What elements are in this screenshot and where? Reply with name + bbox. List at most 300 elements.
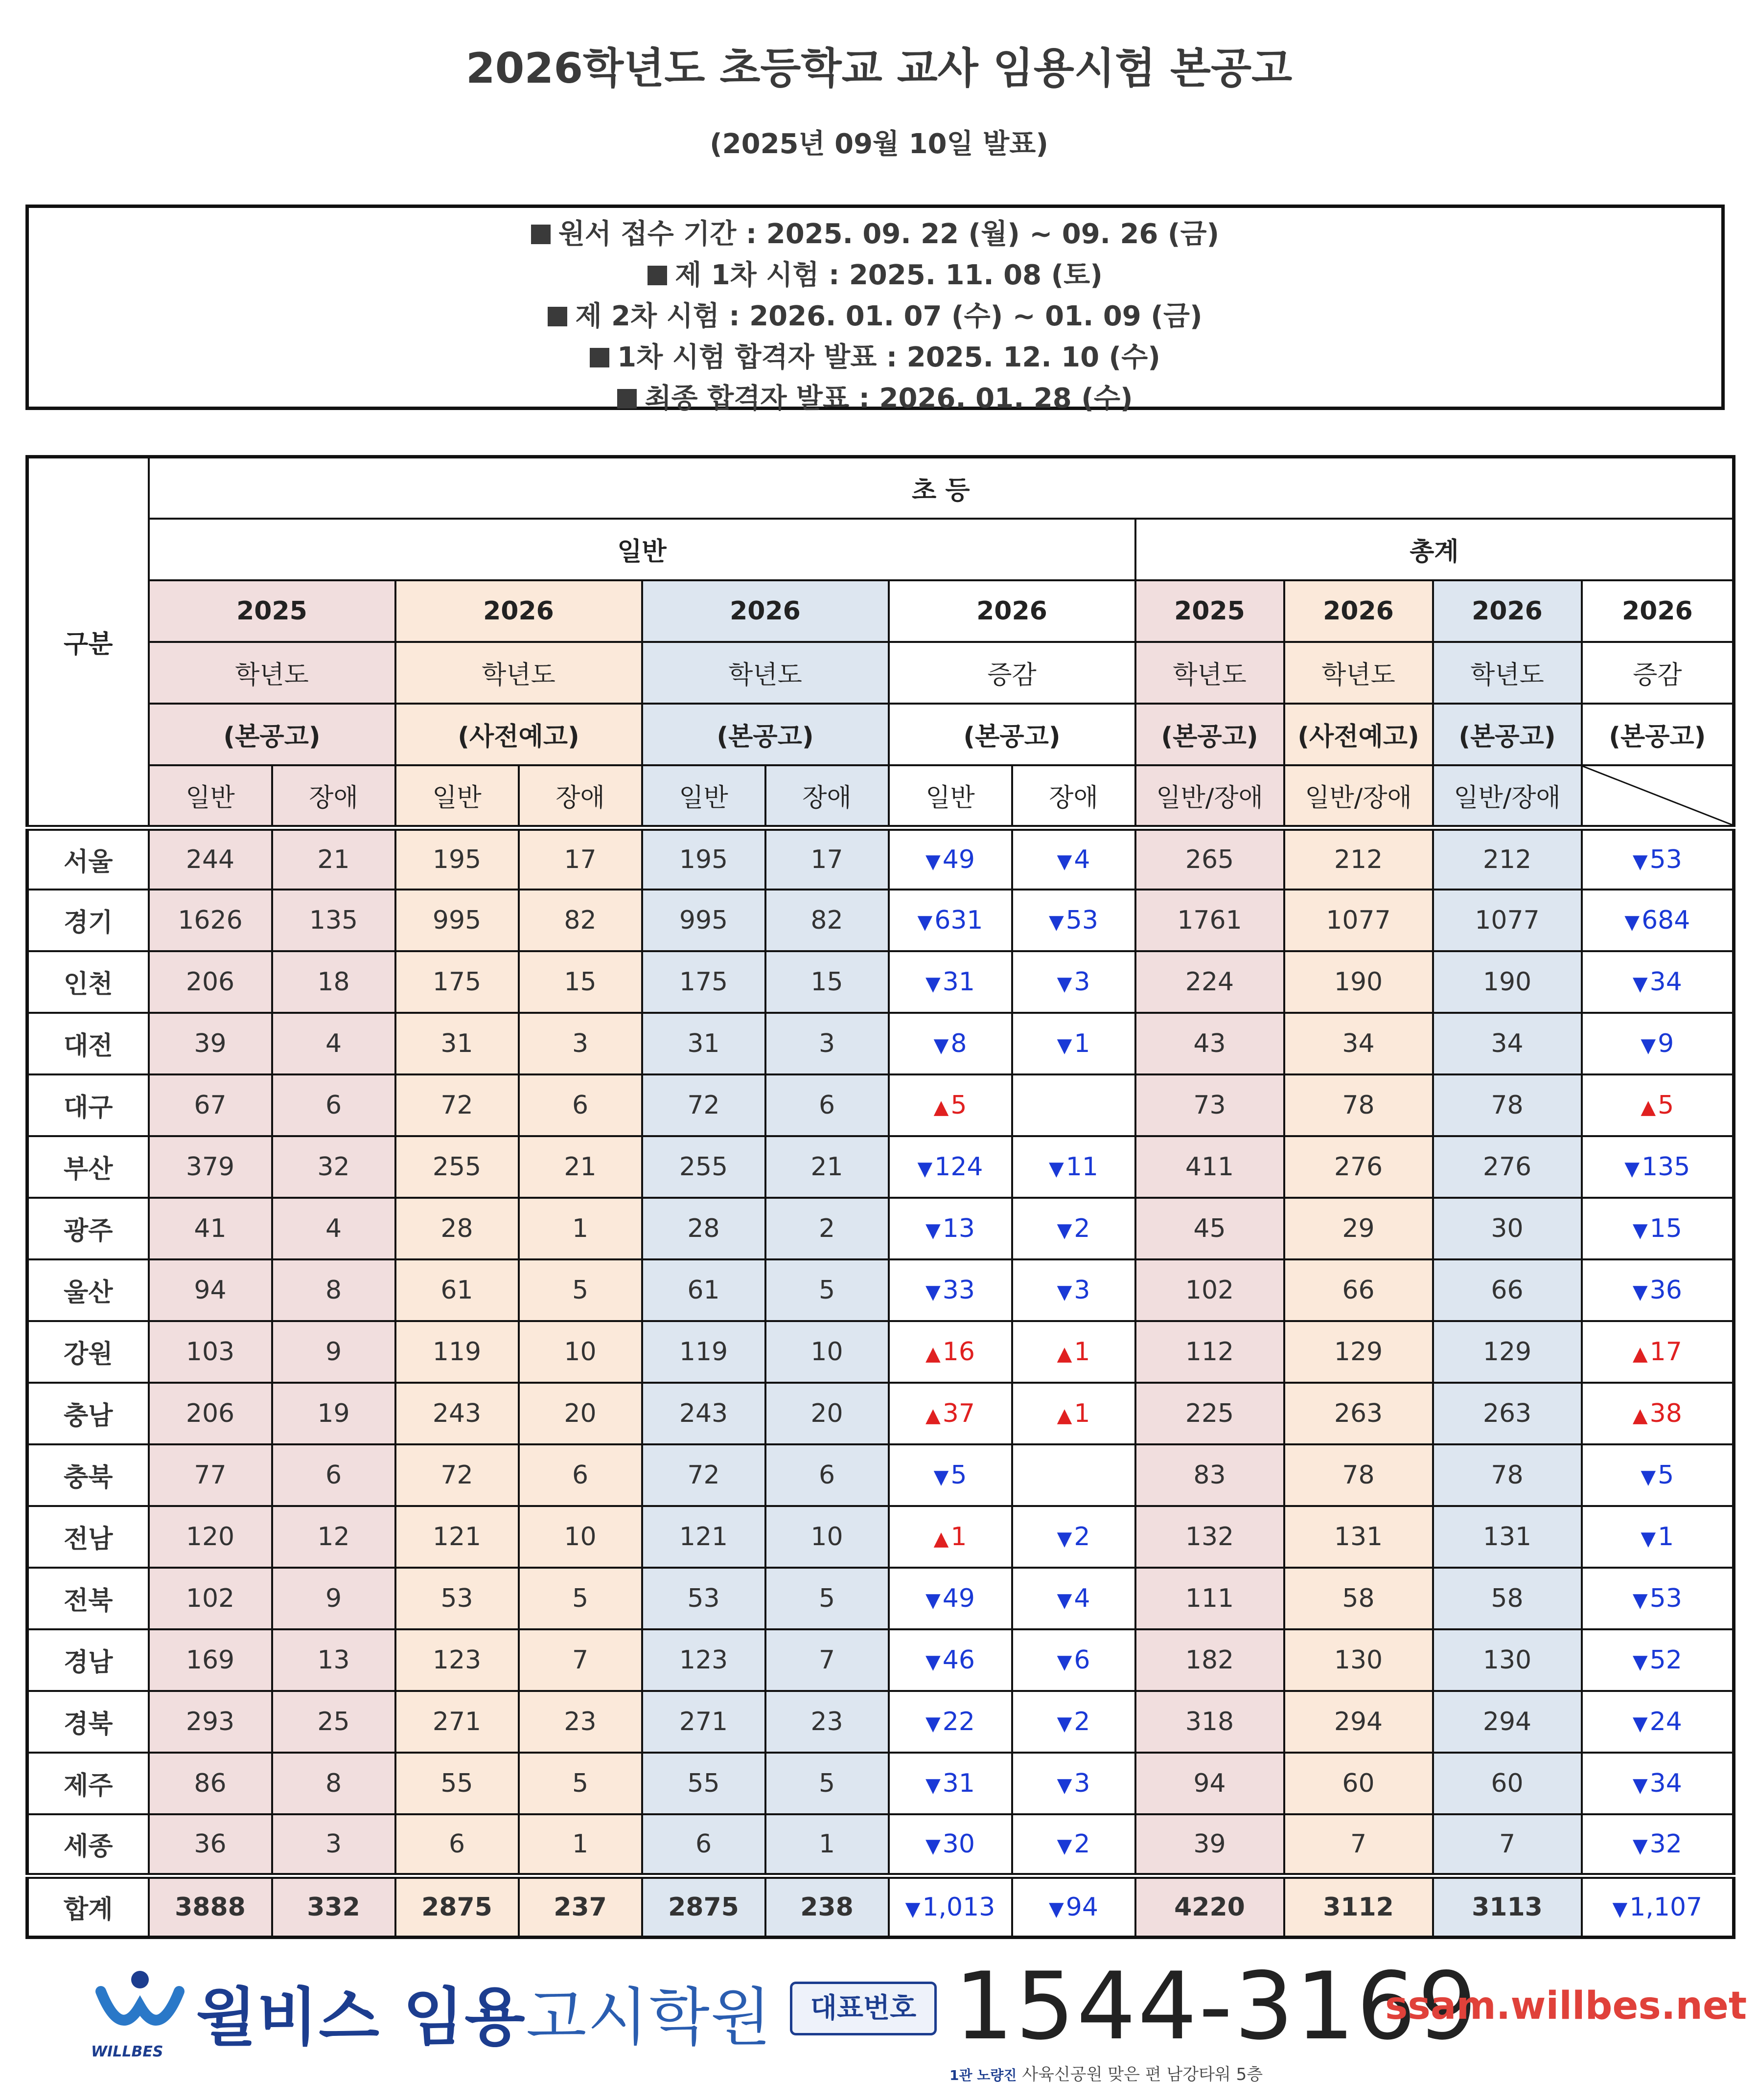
cell-total-change	[1582, 1259, 1734, 1321]
cell-change-disabled	[1012, 951, 1135, 1013]
cell-total-2026-main: 212	[1433, 828, 1582, 890]
decrease-arrow-icon: ▼	[925, 1774, 941, 1797]
cell-2025-disabled: 21	[272, 828, 395, 890]
cell-change-disabled	[1012, 1506, 1135, 1568]
decrease-arrow-icon: ▼	[1641, 1465, 1656, 1488]
table-row	[27, 1259, 1734, 1321]
cell-change-general	[889, 951, 1012, 1013]
schedule-line: 1차 시험 합격자 발표 : 2025. 12. 10 (수)	[29, 337, 1721, 378]
diagonal-empty-cell	[1582, 765, 1734, 828]
decrease-arrow-icon: ▼	[1632, 1589, 1648, 1612]
decrease-arrow-icon: ▼	[1641, 1527, 1656, 1550]
cell-2026-main-general: 123	[642, 1629, 765, 1691]
address: 1관 노량진 사육신공원 맞은 편 남강타워 5층	[949, 2065, 1263, 2084]
sub-header-disabled: 장애	[519, 765, 642, 828]
cell-total-2025: 224	[1135, 951, 1284, 1013]
decrease-arrow-icon: ▼	[1057, 1219, 1072, 1242]
cell-change-disabled	[1012, 1321, 1135, 1383]
change-value: 684	[1642, 905, 1690, 935]
cell-total-2026-main: 58	[1433, 1568, 1582, 1629]
cell-total-2026-pre: 78	[1284, 1074, 1433, 1136]
col-kind: (본공고)	[149, 704, 395, 765]
cell-change-disabled	[1012, 1629, 1135, 1691]
cell-total-2025: 102	[1135, 1259, 1284, 1321]
decrease-arrow-icon: ▼	[1057, 1280, 1072, 1303]
cell-total-2025: 39	[1135, 1814, 1284, 1876]
sub-header-combined: 일반/장애	[1284, 765, 1433, 828]
cell-2026-main-general: 72	[642, 1074, 765, 1136]
cell-total-2026-main: 1077	[1433, 890, 1582, 951]
col-year: 2026	[1433, 580, 1582, 642]
change-value: 36	[1649, 1275, 1682, 1305]
region-cell: 전북	[27, 1568, 149, 1629]
cell-change-disabled	[1012, 1013, 1135, 1074]
cell-total-2026-pre: 66	[1284, 1259, 1433, 1321]
cell-total-2026-main: 276	[1433, 1136, 1582, 1198]
change-value: 3	[1074, 1275, 1090, 1305]
cell-2026-main-general: 53	[642, 1568, 765, 1629]
sub-header-disabled: 장애	[272, 765, 395, 828]
cell-2026-main-disabled: 5	[765, 1259, 889, 1321]
cell-2025-disabled: 9	[272, 1568, 395, 1629]
cell-2026-pre-general: 243	[395, 1383, 519, 1444]
cell-change-general	[889, 828, 1012, 890]
cell-2026-pre-disabled: 6	[519, 1074, 642, 1136]
region-cell: 부산	[27, 1136, 149, 1198]
cell-total-2026-main: 131	[1433, 1506, 1582, 1568]
decrease-arrow-icon: ▼	[1632, 1774, 1648, 1797]
change-value: 3	[1074, 967, 1090, 997]
cell-2026-main-general: 195	[642, 828, 765, 890]
square-bullet-icon	[531, 225, 551, 244]
cell-total-2025: 94	[1135, 1753, 1284, 1814]
cell-total-2026-main: 294	[1433, 1691, 1582, 1753]
change-value: 1,107	[1629, 1892, 1703, 1922]
cell-2025-disabled: 8	[272, 1753, 395, 1814]
col-year: 2026	[642, 580, 889, 642]
cell-change-disabled	[1012, 1136, 1135, 1198]
cell-2026-pre-disabled: 3	[519, 1013, 642, 1074]
logo-text: 윌비스 임용고시학원	[196, 1981, 772, 2054]
change-value: 31	[942, 967, 975, 997]
cell-2025-general: 39	[149, 1013, 272, 1074]
sub-header-combined: 일반/장애	[1433, 765, 1582, 828]
col-year: 2026	[395, 580, 642, 642]
increase-arrow-icon: ▲	[925, 1342, 941, 1365]
cell-2026-pre-general: 271	[395, 1691, 519, 1753]
col-kind: (본공고)	[1135, 704, 1284, 765]
table-row	[27, 1814, 1734, 1876]
cell-2026-pre-disabled: 5	[519, 1259, 642, 1321]
cell-total-change	[1582, 1506, 1734, 1568]
cell-2025-general: 77	[149, 1444, 272, 1506]
page-subtitle: (2025년 09월 10일 발표)	[710, 128, 1048, 160]
schedule-line: 원서 접수 기간 : 2025. 09. 22 (월) ~ 09. 26 (금)	[29, 214, 1721, 255]
decrease-arrow-icon: ▼	[933, 1465, 949, 1488]
recruitment-table	[25, 455, 1735, 1939]
decrease-arrow-icon: ▼	[925, 1219, 941, 1242]
decrease-arrow-icon: ▼	[1612, 1897, 1628, 1920]
change-value: 52	[1649, 1645, 1682, 1675]
region-cell: 대구	[27, 1074, 149, 1136]
cell-2026-pre-general: 255	[395, 1136, 519, 1198]
change-value: 1,013	[922, 1892, 995, 1922]
cell-2026-pre-general: 61	[395, 1259, 519, 1321]
change-value: 631	[934, 905, 983, 935]
cell-2026-main-general: 2875	[642, 1876, 765, 1938]
cell-total-2025: 132	[1135, 1506, 1284, 1568]
change-value: 5	[950, 1460, 967, 1490]
cell-change-disabled	[1012, 1568, 1135, 1629]
cell-2025-general: 86	[149, 1753, 272, 1814]
cell-total-2025: 83	[1135, 1444, 1284, 1506]
change-value: 13	[942, 1213, 975, 1243]
cell-total-2025: 225	[1135, 1383, 1284, 1444]
cell-total-2026-main: 129	[1433, 1321, 1582, 1383]
cell-2026-main-disabled: 20	[765, 1383, 889, 1444]
decrease-arrow-icon: ▼	[1057, 1650, 1072, 1673]
decrease-arrow-icon: ▼	[925, 1712, 941, 1735]
decrease-arrow-icon: ▼	[1641, 1034, 1656, 1057]
cell-total-2026-pre: 7	[1284, 1814, 1433, 1876]
cell-total-2026-pre: 130	[1284, 1629, 1433, 1691]
decrease-arrow-icon: ▼	[1632, 1834, 1648, 1857]
change-value: 2	[1074, 1213, 1090, 1243]
cell-2026-pre-disabled: 5	[519, 1568, 642, 1629]
cell-2025-general: 379	[149, 1136, 272, 1198]
change-value: 46	[942, 1645, 975, 1675]
cell-total-2026-pre: 129	[1284, 1321, 1433, 1383]
table-row	[27, 1013, 1734, 1074]
cell-total-2025: 411	[1135, 1136, 1284, 1198]
cell-total-2026-main: 263	[1433, 1383, 1582, 1444]
cell-2025-disabled: 9	[272, 1321, 395, 1383]
cell-total-2026-main: 130	[1433, 1629, 1582, 1691]
change-value: 34	[1649, 967, 1682, 997]
decrease-arrow-icon: ▼	[1632, 1219, 1648, 1242]
sub-header-disabled: 장애	[765, 765, 889, 828]
sub-header-general: 일반	[889, 765, 1012, 828]
change-value: 94	[1065, 1892, 1098, 1922]
cell-change-general	[889, 890, 1012, 951]
col-year: 2026	[1284, 580, 1433, 642]
cell-change-general	[889, 1383, 1012, 1444]
increase-arrow-icon: ▲	[933, 1096, 949, 1118]
cell-2025-disabled: 135	[272, 890, 395, 951]
region-cell: 울산	[27, 1259, 149, 1321]
cell-total-2026-main: 34	[1433, 1013, 1582, 1074]
change-value: 1	[1074, 1398, 1090, 1428]
cell-total-2026-pre: 131	[1284, 1506, 1433, 1568]
decrease-arrow-icon: ▼	[933, 1034, 949, 1057]
table-row	[27, 1568, 1734, 1629]
cell-2025-general: 94	[149, 1259, 272, 1321]
cell-total-change	[1582, 1198, 1734, 1259]
change-value: 2	[1074, 1707, 1090, 1736]
schedule-line: 제 2차 시험 : 2026. 01. 07 (수) ~ 01. 09 (금)	[29, 296, 1721, 337]
cell-change-general	[889, 1506, 1012, 1568]
cell-total-2026-main: 30	[1433, 1198, 1582, 1259]
change-value: 49	[942, 1583, 975, 1613]
decrease-arrow-icon: ▼	[1624, 1157, 1640, 1180]
cell-2026-main-general: 271	[642, 1691, 765, 1753]
cell-total-2026-main: 3113	[1433, 1876, 1582, 1938]
cell-2026-pre-disabled: 17	[519, 828, 642, 890]
decrease-arrow-icon: ▼	[1632, 1280, 1648, 1303]
change-value: 1	[1074, 1028, 1090, 1058]
cell-total-2026-pre: 294	[1284, 1691, 1433, 1753]
willbes-logo-icon	[91, 1967, 189, 2045]
cell-change-general	[889, 1753, 1012, 1814]
square-bullet-icon	[590, 348, 609, 367]
decrease-arrow-icon: ▼	[1057, 1034, 1072, 1057]
cell-2025-disabled: 4	[272, 1013, 395, 1074]
col-type: 학년도	[1284, 642, 1433, 704]
table-row	[27, 1691, 1734, 1753]
cell-total-change	[1582, 890, 1734, 951]
cell-2026-main-general: 255	[642, 1136, 765, 1198]
table-row	[27, 828, 1734, 890]
cell-total-2026-main: 60	[1433, 1753, 1582, 1814]
brand-small-text: WILLBES	[91, 2043, 163, 2060]
cell-2026-main-general: 28	[642, 1198, 765, 1259]
table-row	[27, 1321, 1734, 1383]
cell-change-disabled	[1012, 1814, 1135, 1876]
cell-change-disabled	[1012, 1074, 1135, 1136]
cell-2025-general: 103	[149, 1321, 272, 1383]
website-link[interactable]: ssam.willbes.net	[1385, 1984, 1747, 2028]
col-type: 학년도	[642, 642, 889, 704]
change-value: 3	[1074, 1768, 1090, 1798]
col-type: 학년도	[395, 642, 642, 704]
decrease-arrow-icon: ▼	[1057, 1589, 1072, 1612]
col-year: 2026	[889, 580, 1135, 642]
decrease-arrow-icon: ▼	[1632, 1712, 1648, 1735]
cell-total-change	[1582, 1568, 1734, 1629]
cell-2026-pre-disabled: 23	[519, 1691, 642, 1753]
cell-2026-main-disabled: 6	[765, 1074, 889, 1136]
cell-total-2026-pre: 78	[1284, 1444, 1433, 1506]
cell-2026-pre-general: 53	[395, 1568, 519, 1629]
region-cell: 대전	[27, 1013, 149, 1074]
decrease-arrow-icon: ▼	[1057, 972, 1072, 995]
col-kind: (본공고)	[1433, 704, 1582, 765]
decrease-arrow-icon: ▼	[1057, 1527, 1072, 1550]
table-row	[27, 1753, 1734, 1814]
change-value: 11	[1065, 1152, 1098, 1182]
cell-total-2025: 4220	[1135, 1876, 1284, 1938]
cell-change-general	[889, 1629, 1012, 1691]
decrease-arrow-icon: ▼	[925, 972, 941, 995]
increase-arrow-icon: ▲	[1632, 1342, 1648, 1365]
cell-2026-pre-general: 121	[395, 1506, 519, 1568]
cell-2025-general: 1626	[149, 890, 272, 951]
cell-change-general	[889, 1444, 1012, 1506]
change-value: 53	[1649, 1583, 1682, 1613]
region-cell: 경기	[27, 890, 149, 951]
cell-2026-pre-general: 72	[395, 1444, 519, 1506]
cell-2026-main-disabled: 10	[765, 1321, 889, 1383]
table-row	[27, 1198, 1734, 1259]
schedule-box	[25, 205, 1725, 414]
change-value: 32	[1649, 1829, 1682, 1859]
phone-label: 대표번호	[790, 1982, 937, 2035]
cell-total-2026-pre: 190	[1284, 951, 1433, 1013]
schedule-line: 제 1차 시험 : 2025. 11. 08 (토)	[29, 255, 1721, 296]
cell-2025-general: 120	[149, 1506, 272, 1568]
cell-total-2025: 182	[1135, 1629, 1284, 1691]
change-value: 31	[942, 1768, 975, 1798]
change-value: 6	[1074, 1645, 1090, 1675]
table-row	[27, 1136, 1734, 1198]
decrease-arrow-icon: ▼	[905, 1897, 921, 1920]
cell-2025-disabled: 6	[272, 1074, 395, 1136]
change-value: 15	[1649, 1213, 1682, 1243]
cell-total-change	[1582, 1444, 1734, 1506]
sub-header-general: 일반	[395, 765, 519, 828]
cell-total-2025: 73	[1135, 1074, 1284, 1136]
cell-total-change	[1582, 1814, 1734, 1876]
cell-total-2026-pre: 29	[1284, 1198, 1433, 1259]
col-kind: (본공고)	[1582, 704, 1734, 765]
cell-2026-main-disabled: 5	[765, 1753, 889, 1814]
cell-total-2025: 265	[1135, 828, 1284, 890]
cell-2026-pre-general: 195	[395, 828, 519, 890]
cell-total-2026-main: 66	[1433, 1259, 1582, 1321]
cell-2026-pre-disabled: 82	[519, 890, 642, 951]
increase-arrow-icon: ▲	[1641, 1096, 1656, 1118]
cell-total-change	[1582, 1383, 1734, 1444]
cell-2026-main-general: 55	[642, 1753, 765, 1814]
cell-2026-main-general: 121	[642, 1506, 765, 1568]
cell-2026-main-disabled: 1	[765, 1814, 889, 1876]
cell-total-2025: 1761	[1135, 890, 1284, 951]
cell-2025-disabled: 6	[272, 1444, 395, 1506]
col-kind: (본공고)	[642, 704, 889, 765]
decrease-arrow-icon: ▼	[1057, 1712, 1072, 1735]
table-row	[27, 1383, 1734, 1444]
decrease-arrow-icon: ▼	[1632, 972, 1648, 995]
col-type: 학년도	[149, 642, 395, 704]
cell-2026-main-general: 6	[642, 1814, 765, 1876]
cell-total-2025: 318	[1135, 1691, 1284, 1753]
cell-2026-pre-disabled: 5	[519, 1753, 642, 1814]
cell-total-change	[1582, 1321, 1734, 1383]
decrease-arrow-icon: ▼	[925, 850, 941, 873]
cell-2025-general: 206	[149, 1383, 272, 1444]
change-value: 5	[1658, 1090, 1674, 1120]
change-value: 5	[950, 1090, 967, 1120]
sub-header-disabled: 장애	[1012, 765, 1135, 828]
increase-arrow-icon: ▲	[925, 1404, 941, 1427]
region-cell: 서울	[27, 828, 149, 890]
decrease-arrow-icon: ▼	[1624, 911, 1640, 934]
decrease-arrow-icon: ▼	[1049, 1157, 1064, 1180]
cell-2026-main-disabled: 2	[765, 1198, 889, 1259]
phone-number[interactable]: 1544-3169	[954, 1952, 1479, 2060]
col-kind: (사전예고)	[395, 704, 642, 765]
cell-2026-main-general: 995	[642, 890, 765, 951]
cell-change-disabled	[1012, 1259, 1135, 1321]
col-year: 2026	[1582, 580, 1734, 642]
cell-2025-general: 41	[149, 1198, 272, 1259]
cell-2025-general: 293	[149, 1691, 272, 1753]
cell-2026-main-general: 243	[642, 1383, 765, 1444]
sub-header-general: 일반	[642, 765, 765, 828]
cell-change-disabled	[1012, 1444, 1135, 1506]
cell-2026-pre-general: 28	[395, 1198, 519, 1259]
cell-2026-main-disabled: 21	[765, 1136, 889, 1198]
decrease-arrow-icon: ▼	[917, 911, 933, 934]
change-value: 30	[942, 1829, 975, 1859]
table-row	[27, 951, 1734, 1013]
square-bullet-icon	[617, 389, 637, 409]
cell-change-disabled	[1012, 1691, 1135, 1753]
change-value: 135	[1642, 1152, 1690, 1182]
change-value: 4	[1074, 1583, 1090, 1613]
col-type: 증감	[1582, 642, 1734, 704]
cell-change-disabled	[1012, 1753, 1135, 1814]
decrease-arrow-icon: ▼	[925, 1280, 941, 1303]
cell-total-2025: 45	[1135, 1198, 1284, 1259]
cell-2025-general: 102	[149, 1568, 272, 1629]
cell-2025-general: 244	[149, 828, 272, 890]
region-cell: 전남	[27, 1506, 149, 1568]
cell-2026-pre-general: 6	[395, 1814, 519, 1876]
cell-change-disabled	[1012, 828, 1135, 890]
cell-2026-main-disabled: 82	[765, 890, 889, 951]
cell-change-general	[889, 1074, 1012, 1136]
col-type: 학년도	[1135, 642, 1284, 704]
increase-arrow-icon: ▲	[1632, 1404, 1648, 1427]
col-year: 2025	[149, 580, 395, 642]
cell-change-disabled	[1012, 1383, 1135, 1444]
region-cell: 경남	[27, 1629, 149, 1691]
cell-change-general	[889, 1259, 1012, 1321]
table-row	[27, 1629, 1734, 1691]
cell-total-2026-pre: 276	[1284, 1136, 1433, 1198]
table-row	[27, 1444, 1734, 1506]
cell-2026-pre-general: 2875	[395, 1876, 519, 1938]
sub-header-combined: 일반/장애	[1135, 765, 1284, 828]
change-value: 22	[942, 1707, 975, 1736]
cell-change-general	[889, 1198, 1012, 1259]
change-value: 34	[1649, 1768, 1682, 1798]
cell-2026-pre-disabled: 1	[519, 1814, 642, 1876]
decrease-arrow-icon: ▼	[1057, 850, 1072, 873]
cell-change-general	[889, 1691, 1012, 1753]
decrease-arrow-icon: ▼	[1057, 1774, 1072, 1797]
cell-2025-general: 36	[149, 1814, 272, 1876]
cell-2026-main-general: 119	[642, 1321, 765, 1383]
cell-change-general	[889, 1568, 1012, 1629]
cell-2025-disabled: 4	[272, 1198, 395, 1259]
cell-change-general	[889, 1013, 1012, 1074]
cell-change-general	[889, 1136, 1012, 1198]
increase-arrow-icon: ▲	[933, 1527, 949, 1550]
cell-2026-pre-disabled: 7	[519, 1629, 642, 1691]
diagonal-line	[1583, 766, 1733, 825]
cell-total-change	[1582, 951, 1734, 1013]
cell-2026-main-disabled: 23	[765, 1691, 889, 1753]
cell-2025-disabled: 3	[272, 1814, 395, 1876]
decrease-arrow-icon: ▼	[1049, 1897, 1064, 1920]
cell-total-2026-pre: 60	[1284, 1753, 1433, 1814]
cell-2026-pre-disabled: 10	[519, 1321, 642, 1383]
col-year: 2025	[1135, 580, 1284, 642]
cell-total-2026-pre: 263	[1284, 1383, 1433, 1444]
cell-total-2025: 112	[1135, 1321, 1284, 1383]
